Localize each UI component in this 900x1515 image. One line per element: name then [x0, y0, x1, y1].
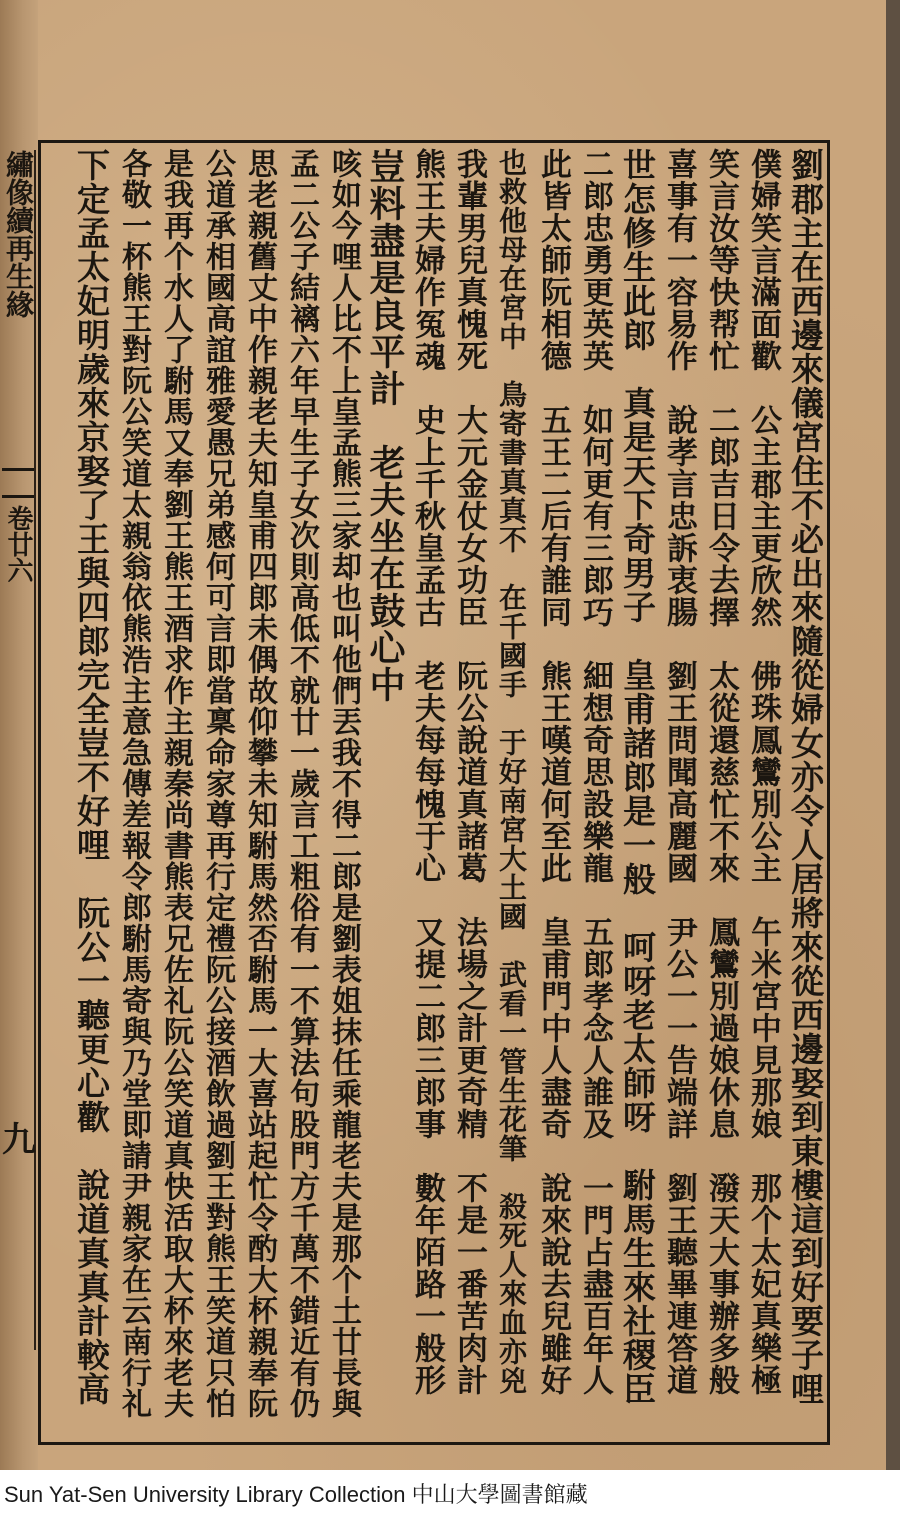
page-right-edge	[886, 0, 900, 1470]
text-column: 是我再个水人了駙馬又奉劉王熊王酒求作主親秦尚書熊表兄佐礼阮公笑道真快活取大杯來老夫	[158, 148, 193, 1419]
text-column: 二郎忠勇更英英 如何更有三郎巧 細想奇思設樂龍 五郎孝念人誰及 一門占盡百年人	[577, 148, 613, 1396]
text-column: 也救他母在宮中 鳥寄書真真不 在千國手 于好南宮大土國 武看一管生花筆 殺死人來血亦兇	[495, 148, 528, 1395]
text-column: 劉郡主在西邊來儀宮住不必出來隨從婦女亦令人居將來從西邊娶到東樓這到好要子哩	[786, 148, 825, 1406]
text-column: 此皆太師阮相德 五王二后有誰同 熊王嘆道何至此 皇甫門中人盡奇 說來說去兒雖好	[535, 148, 571, 1396]
book-title: 繡像續再生緣	[2, 150, 35, 318]
chapter-number: 卷廿六	[3, 505, 33, 583]
library-caption: Sun Yat-Sen University Library Collection 中山大學圖書館藏	[4, 1482, 588, 1507]
text-column: 豈料盡是良平計 老夫坐在鼓心中	[364, 148, 406, 703]
text-column: 笑言汝等快帮忙 二郎吉日令去擇 太從還慈忙不來 鳳鸞別過娘休息 潑天大事辦多般	[703, 148, 739, 1396]
text-column: 我輩男兒真愧死 大元金仗女功臣 阮公說道真諸葛 法場之計更奇精 不是一番苦肉計	[451, 148, 487, 1396]
text-column: 下定孟太妃明歲來京娶了王與四郎完全豈不好哩 阮公一聽更心歡 說道真真計較高	[72, 148, 111, 1406]
text-column: 熊王夫婦作冤魂 史上千秋皇孟古 老夫每每愧于心 又提二郎三郎事 數年陌路一般形	[409, 148, 445, 1396]
text-column: 咳如今哩人比不上皇孟熊三家却也叫他們丟我不得二郎是劉表姐抹任乘龍老夫是那个土廿長與	[326, 148, 361, 1419]
center-margin-strip	[2, 150, 36, 1350]
text-column: 僕婦笑言滿面歡 公主郡主更欣然 佛珠鳳鸞別公主 午米宮中見那娘 那个太妃真樂極	[745, 148, 781, 1396]
text-column: 公道承相國高誼雅愛愚兄弟感何可言即當稟命家尊再行定禮阮公接酒飲過劉王對熊王笑道只怕	[200, 148, 235, 1419]
text-column: 思老親舊丈中作親老夫知皇甫四郎未偶故仰攀未知駙馬然否駙馬一大喜站起忙令酌大杯親奉阮	[242, 148, 277, 1419]
page-number: 九	[2, 1120, 36, 1160]
text-column: 孟二公子結褵六年早生子女次則高低不就廿一歲言工粗俗有一不算法句股門方千萬不錯近有仍	[284, 148, 319, 1419]
fishtail-mark	[2, 468, 34, 498]
text-column: 喜事有一容易作 說孝言忠訴衷腸 劉王問聞高麗國 尹公一一告端詳 劉王聽畢連答道	[661, 148, 697, 1396]
text-column: 世怎修生此郎 真是天下奇男子 皇甫諸郎是一般 呵呀老太師呀 駙馬生來社稷臣	[618, 148, 657, 1406]
text-column: 各敬一杯熊王對阮公笑道太親翁依熊浩主意急傳差報令郎駙馬寄與乃堂即請尹親家在云南行礼	[116, 148, 151, 1419]
